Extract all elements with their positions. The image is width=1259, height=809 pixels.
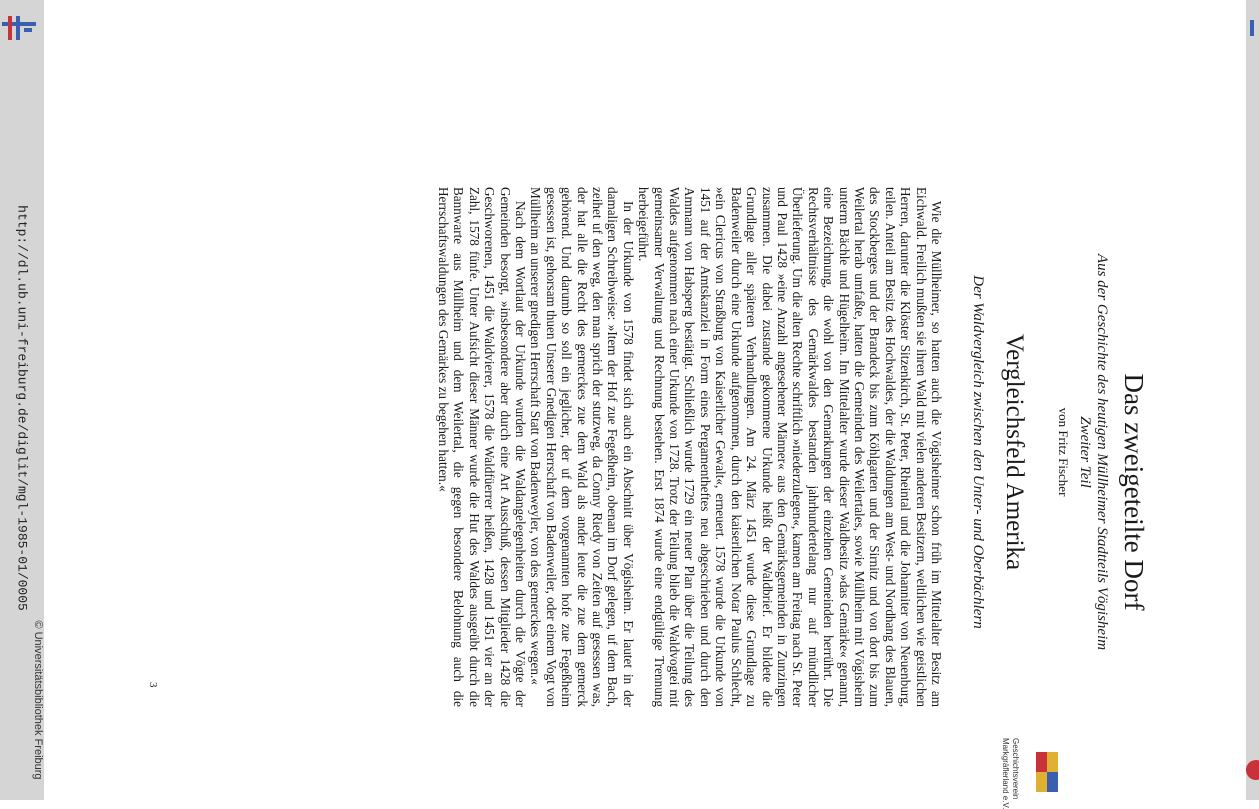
part-label: Zweiter Teil (1077, 416, 1093, 488)
paragraph: Wie die Müllheimer, so hatten auch die Vögisheimer schon früh im Mittelalter Besitz am Eichwald. Freilich mußten sie ihren Wald mit vielen anderen Besitzern, weltlichen wie geistlichen Herren, darunter die Klöster Sitzenkirch, St. Peter, Rheintal und die Johanniter von Neuenburg, teilen. Anteil am Besitz des Hochwaldes, der die Waldungen am West- und Nordhang des Blauen, des Stockberges und der Brandeck bis zum Köhlgarten und der Sirnitz und von dort bis zum Weilertal herab umfaßte, hatten die Gemeinden des Weilertales, sowie Müllheim mit Vögisheim unterm Bächle und Hügelheim. Im Mittelalter wurde dieser Waldbesitz »das Gemärke« genannt, eine Bezeichnung, die wohl von den Gemarkungen der einzelnen Gemeinden herrührt. Die Rechtsverhältnisse des Gemärkwaldes bestanden jahrhundertelang nur auf mündlicher Überlieferung. Um die alten Rechte schriftlich »niederzulegen«, kamen am Freitag nach St. Peter und Paul 1428 »eine Anzahl angesehener Männer« aus den Gemärksgemeinden in Zunzingen zusammen. Die dabei zustande gekommene Urkunde heißt der Waldbrief. Er bildete die Grundlage aller späteren Verhandlungen. Am 24. März 1451 wurde diese Grundlage zu Badenweiler durch eine Urkunde aufgenommen, durch den kaiserlichen Notar Paulus Schlecht, »ein Clericus von Straßburg von Kaiserlicher Gewalt«, erneuert. 1578 wurde die Urkunde von 1451 auf der Amtskanzlei in Form eines Pergamentheftes neu abgeschrieben und durch den Ammann von Habsperg bestätigt. Schließlich wurde 1729 ein neuer Plan über die Teilung des Waldes aufgenommen nach einer Urkunde von 1728. Trotz der Teilung blieb die Waldvogtei mit gemeinsamer Verwaltung und Rechnung bestehen. Erst 1874 wurde eine endgültige Trennung herbeigeführt. (636, 187, 944, 707)
page-subtitle: Aus der Geschichte des heutigen Müllheimer Stadtteils Vögisheim (1094, 253, 1110, 651)
body-text (436, 187, 944, 707)
paragraph: In der Urkunde von 1578 findet sich auch ein Abschnitt über Vögisheim. Er lautet in der damaligen Schreibweise: »Item der Hof zue Fegeßheim, obenan im Dorf gelegen, uf dem Bach, zeihet uf den weg, den man sprich der stutzweg, da Conny Riedy von Zeiten auf gesessen was, der hat alle die Recht des gemerckes zue dem Wald als ander leute die zue dem gemerck gehörend. Und darumb so soll ein jeglicher, der uf dem vorgenannten hofe zue Fegeßheim gesessen ist, gehorsam thuen Unserer Gnedigen Herrschaft von Badenweiler, oder einem Vogt von Müllheim an unserer gnedigen Herrschaft Statt von Badenweyler, von des gemerckes wegen.« (528, 187, 636, 707)
coat-of-arms-icon (1036, 752, 1058, 792)
left-sidebar (0, 0, 44, 800)
page-number: 3 (147, 682, 159, 688)
paragraph: Nach dem Wortlaut der Urkunde wurden die Waldangelegenheiten durch die Vögte der Gemeinden besorgt, »insbesondere aber durch eine Art Ausschuß, dessen Mitglieder 1428 die Geschworenen, 1451 die Waldvierer, 1578 die Waldfüerrer heißen, 1428 und 1451 vier an der Zahl, 1578 fünfe. Unter Aufsicht dieser Männer wurde die Hut des Waldes ausgeübt durch die Bannwarte aus Müllheim und dem Weilertal, die gegen besondere Belohnung auch die Herrschaftswaldungen des Gemärkes zu begehen hatten.« (436, 187, 529, 707)
copyright-notice: © Universitätsbibliothek Freiburg (32, 620, 44, 780)
right-sidebar (1246, 0, 1259, 800)
section-subheading: Der Waldvergleich zwischen den Unter- und Oberbächlern (970, 275, 986, 629)
round-logo-icon (1246, 756, 1259, 784)
library-logo-icon[interactable] (2, 16, 36, 40)
page-title: Das zweigeteilte Dorf (1119, 373, 1149, 611)
section-heading: Vergleichsfeld Amerika (1001, 333, 1028, 571)
footer-org-label: Geschichtsverein Markgräflerland e.V. (1001, 738, 1020, 809)
page-content (148, 92, 1234, 712)
source-url[interactable]: http://dl.ub.uni-freiburg.de/diglit/mgl-1985-01/0005 (14, 205, 30, 611)
author-line: von Fritz Fischer (1056, 407, 1071, 497)
side-marker-icon (1248, 18, 1257, 38)
scanned-page (148, 92, 1234, 712)
